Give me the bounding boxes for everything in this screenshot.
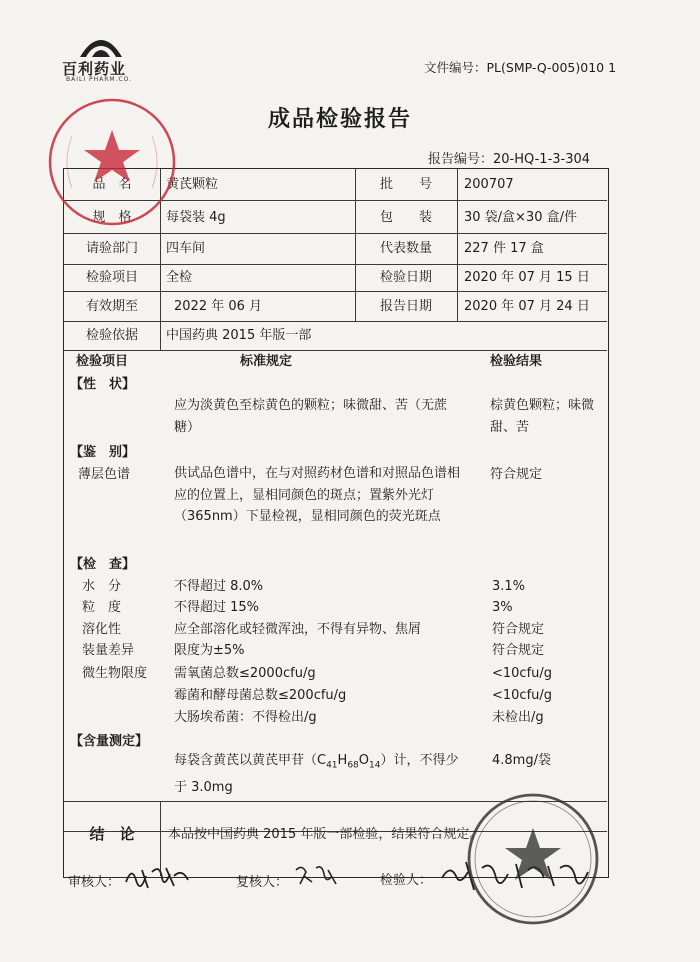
qty-value: 227 件 17 盒 [464, 241, 544, 256]
document-number: 文件编号：PL(SMP-Q-005)010 1 [424, 60, 617, 75]
section-inspection-title: 【检 查】 [70, 557, 136, 572]
character-result: 棕黄色颗粒；味微甜、苦 [490, 398, 595, 435]
inspection-row-item: 微生物限度 [82, 666, 148, 681]
inspection-row-result: 3% [492, 600, 513, 615]
inspector-label: 检验人： [380, 873, 433, 888]
col-header-item: 检验项目 [76, 354, 129, 369]
section-character-title: 【性 状】 [70, 377, 136, 392]
dept-value: 四车间 [166, 241, 206, 256]
rechecker-label: 复核人： [236, 875, 289, 890]
company-logo [62, 38, 142, 84]
inspect-date-label: 检验日期 [379, 270, 432, 285]
product-label: 品 名 [92, 177, 132, 192]
basis-value: 中国药典 2015 年版一部 [166, 328, 312, 343]
company-logo-text: 百利药业 [62, 60, 127, 78]
col-header-standard: 标准规定 [240, 354, 293, 369]
item-label: 检验项目 [85, 270, 138, 285]
package-label: 包 装 [379, 210, 432, 225]
company-stamp-top-icon [42, 92, 182, 232]
assay-result: 4.8mg/袋 [492, 753, 551, 768]
inspection-row-result: 符合规定 [492, 643, 545, 658]
inspection-row-standard: 应全部溶化或轻微浑浊，不得有异物、焦屑 [174, 622, 422, 637]
qty-label: 代表数量 [379, 241, 432, 256]
inspection-row-standard: 大肠埃希菌：不得检出/g [174, 710, 317, 725]
company-stamp-bottom-icon [460, 786, 606, 932]
inspection-row-result: <10cfu/g [492, 688, 553, 703]
inspection-row-item: 粒 度 [82, 600, 122, 615]
spec-label: 规 格 [92, 210, 132, 225]
dept-label: 请验部门 [85, 241, 138, 256]
character-standard: 应为淡黄色至棕黄色的颗粒；味微甜、苦（无蔗糖） [174, 398, 448, 435]
logo-mark-icon [78, 38, 124, 58]
section-assay-title: 【含量测定】 [70, 734, 149, 749]
rechecker-signature-icon [292, 862, 340, 890]
identification-result: 符合规定 [490, 467, 543, 482]
assay-standard: 每袋含黄芪以黄芪甲苷$(C_{41}H_{68}O_{14})$计，不得少于 3.0mg [174, 753, 459, 796]
identification-item: 薄层色谱 [78, 467, 131, 482]
inspect-date-value: 2020 年 07 月 15 日 [464, 270, 590, 285]
expiry-value: 2022 年 06 月 [174, 299, 263, 314]
reviewer-label: 审核人： [68, 875, 121, 890]
product-value: 黄芪颗粒 [166, 177, 219, 192]
inspection-row-standard: 需氧菌总数≤2000cfu/g [174, 666, 316, 681]
batch-value: 200707 [464, 177, 514, 192]
inspection-row-result: 符合规定 [492, 622, 545, 637]
batch-label: 批 号 [379, 177, 432, 192]
report-date-value: 2020 年 07 月 24 日 [464, 299, 590, 314]
conclusion-text: 本品按中国药典 2015 年版一部检验，结果符合规定。 [168, 827, 483, 842]
conclusion-label: 结 论 [89, 825, 135, 843]
report-table [63, 168, 609, 878]
inspection-row-standard: 不得超过 15% [174, 600, 260, 615]
basis-label: 检验依据 [85, 328, 138, 343]
inspection-row-standard: 不得超过 8.0% [174, 579, 264, 594]
inspection-row-result: 未检出/g [492, 710, 544, 725]
inspection-row-item: 溶化性 [82, 622, 122, 637]
inspection-row-item: 水 分 [82, 579, 122, 594]
identification-standard: 供试品色谱中，在与对照药材色谱和对照品色谱相应的位置上，显相同颜色的斑点；置紫外光灯（365nm）下显检视，显相同颜色的荧光斑点 [174, 466, 461, 524]
company-logo-sub: BAILI PHARM.CO. [66, 76, 133, 83]
inspection-row-result: 3.1% [492, 579, 526, 594]
section-identification-title: 【鉴 别】 [70, 445, 136, 460]
expiry-label: 有效期至 [85, 299, 138, 314]
report-number: 报告编号：20-HQ-1-3-304 [428, 152, 591, 167]
inspection-row-standard: 霉菌和酵母菌总数≤200cfu/g [174, 688, 347, 703]
page-title: 成品检验报告 [267, 107, 412, 132]
report-date-label: 报告日期 [379, 299, 432, 314]
item-value: 全检 [166, 270, 193, 285]
inspection-row-standard: 限度为±5% [174, 643, 245, 658]
col-header-result: 检验结果 [490, 354, 543, 369]
inspection-row-result: <10cfu/g [492, 666, 553, 681]
inspection-row-item: 装量差异 [82, 643, 135, 658]
spec-value: 每袋装 4g [166, 210, 226, 225]
reviewer-signature-icon [122, 862, 194, 892]
package-value: 30 袋/盒×30 盒/件 [464, 210, 578, 225]
